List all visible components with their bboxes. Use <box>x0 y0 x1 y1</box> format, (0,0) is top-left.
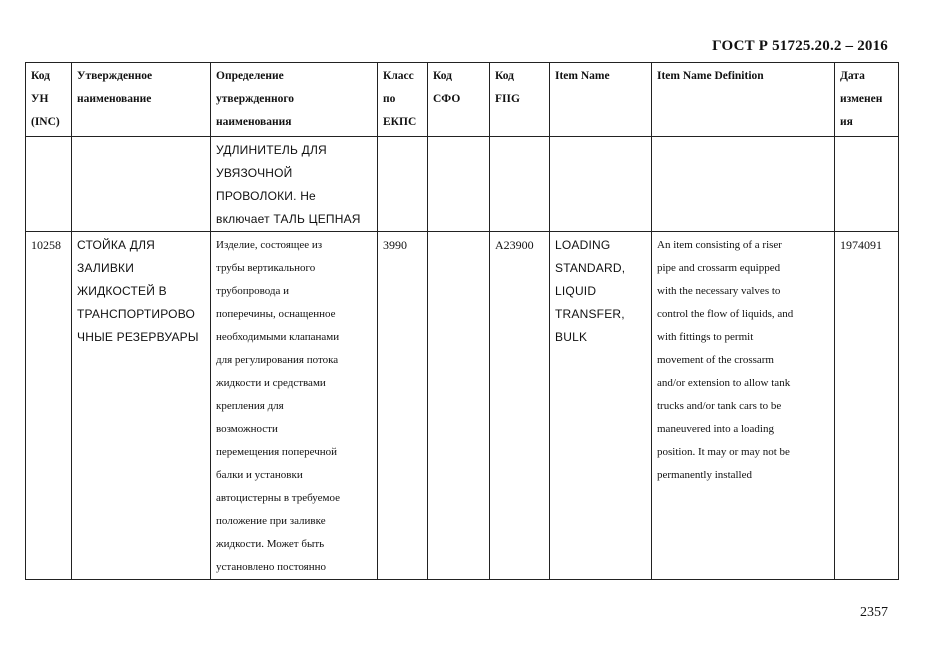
cell-name <box>72 137 211 232</box>
cell-ekps <box>378 232 428 580</box>
cell-text-line: control the flow of liquids, and <box>657 308 794 320</box>
cell-definition <box>211 137 378 232</box>
column-header-line: Код <box>31 70 51 82</box>
column-header-line: ЕКПС <box>383 116 417 128</box>
cell-text-line: LIQUID <box>555 284 597 298</box>
cell-name <box>72 232 211 580</box>
column-header-line: Утвержденное <box>77 70 153 82</box>
column-header <box>26 63 72 137</box>
cell-text-line: trucks and/or tank cars to be <box>657 400 782 412</box>
column-header-line: Определение <box>216 70 284 82</box>
column-header-line: Item Name <box>555 70 610 82</box>
column-header-line: наименования <box>216 116 292 128</box>
cell-text-line: An item consisting of a riser <box>657 239 782 251</box>
cell-item-name <box>550 137 652 232</box>
cell-text-line: permanently installed <box>657 469 752 481</box>
inc-value: 10258 <box>31 238 61 252</box>
cell-text-line: возможности <box>216 423 278 435</box>
cell-text-line: перемещения поперечной <box>216 446 337 458</box>
column-header <box>835 63 899 137</box>
cell-sfo <box>428 232 490 580</box>
column-header-line: Класс <box>383 70 414 82</box>
cell-text-line: СТОЙКА ДЛЯ <box>77 238 156 252</box>
ekps-value: 3990 <box>383 238 407 252</box>
column-header-line: СФО <box>433 93 461 105</box>
cell-inc <box>26 137 72 232</box>
cell-ekps <box>378 137 428 232</box>
column-header-line: ия <box>840 116 853 128</box>
column-header <box>211 63 378 137</box>
column-header-line: по <box>383 93 396 105</box>
column-header-line: наименование <box>77 93 152 105</box>
cell-text-line: ЖИДКОСТЕЙ В <box>77 284 167 298</box>
cell-text-line: трубопровода и <box>216 285 290 297</box>
cell-text-line: необходимыми клапанами <box>216 331 340 343</box>
cell-text-line: pipe and crossarm equipped <box>657 262 781 274</box>
cell-text-line: ТРАНСПОРТИРОВО <box>77 307 196 321</box>
cell-text-line: position. It may or may not be <box>657 446 790 458</box>
table-header-row <box>26 63 899 137</box>
column-header-line: изменен <box>840 93 883 105</box>
cell-date <box>835 137 899 232</box>
cell-item-definition <box>652 232 835 580</box>
column-header <box>428 63 490 137</box>
table-row-continuation <box>26 137 899 232</box>
column-header <box>652 63 835 137</box>
cell-text-line: TRANSFER, <box>555 307 625 321</box>
cell-text-line: жидкости. Может быть <box>216 538 325 550</box>
cell-sfo <box>428 137 490 232</box>
cell-text-line: movement of the crossarm <box>657 354 774 366</box>
cell-text-line: with the necessary valves to <box>657 285 781 297</box>
column-header <box>378 63 428 137</box>
column-header-line: Дата <box>840 70 865 82</box>
cell-fiig <box>490 137 550 232</box>
date-value: 1974091 <box>840 238 882 252</box>
catalog-table <box>25 62 899 580</box>
cell-text-line: ЧНЫЕ РЕЗЕРВУАРЫ <box>77 330 199 344</box>
cell-text-line: положение при заливке <box>216 515 326 527</box>
cell-inc <box>26 232 72 580</box>
cell-text-line: STANDARD, <box>555 261 626 275</box>
table-row <box>26 232 899 580</box>
cell-fiig <box>490 232 550 580</box>
cell-text-line: with fittings to permit <box>657 331 754 343</box>
cell-text-line: УДЛИНИТЕЛЬ ДЛЯ <box>216 143 327 157</box>
cell-item-name <box>550 232 652 580</box>
cell-definition <box>211 232 378 580</box>
cell-text-line: крепления для <box>216 400 284 412</box>
cell-text-line: ПРОВОЛОКИ. Не <box>216 189 316 203</box>
cell-text-line: Изделие, состоящее из <box>216 239 323 251</box>
cell-text-line: автоцистерны в требуемое <box>216 492 340 504</box>
column-header-line: Код <box>433 70 453 82</box>
cell-text-line: LOADING <box>555 238 611 252</box>
cell-item-definition <box>652 137 835 232</box>
cell-text-line: для регулирования потока <box>216 354 339 366</box>
cell-text-line: and/or extension to allow tank <box>657 377 791 389</box>
cell-text-line: ЗАЛИВКИ <box>77 261 135 275</box>
cell-text-line: maneuvered into a loading <box>657 423 774 435</box>
page-number: 2357 <box>860 605 888 620</box>
column-header-line: Item Name Definition <box>657 70 764 82</box>
cell-text-line: жидкости и средствами <box>216 377 326 389</box>
cell-text-line: трубы вертикального <box>216 262 316 274</box>
cell-text-line: BULK <box>555 330 588 344</box>
column-header-line: (INC) <box>31 116 60 128</box>
cell-text-line: включает ТАЛЬ ЦЕПНАЯ <box>216 212 361 226</box>
column-header <box>72 63 211 137</box>
cell-text-line: установлено постоянно <box>216 561 326 573</box>
document-standard-title: ГОСТ Р 51725.20.2 – 2016 <box>712 38 888 54</box>
cell-text-line: УВЯЗОЧНОЙ <box>216 166 293 180</box>
fiig-value: A23900 <box>495 238 534 252</box>
column-header <box>490 63 550 137</box>
column-header-line: утвержденного <box>216 93 295 105</box>
column-header-line: Код <box>495 70 515 82</box>
column-header-line: УН <box>31 93 49 105</box>
cell-date <box>835 232 899 580</box>
column-header <box>550 63 652 137</box>
cell-text-line: балки и установки <box>216 469 303 481</box>
column-header-line: FIIG <box>495 93 520 105</box>
cell-text-line: поперечины, оснащенное <box>216 308 336 320</box>
